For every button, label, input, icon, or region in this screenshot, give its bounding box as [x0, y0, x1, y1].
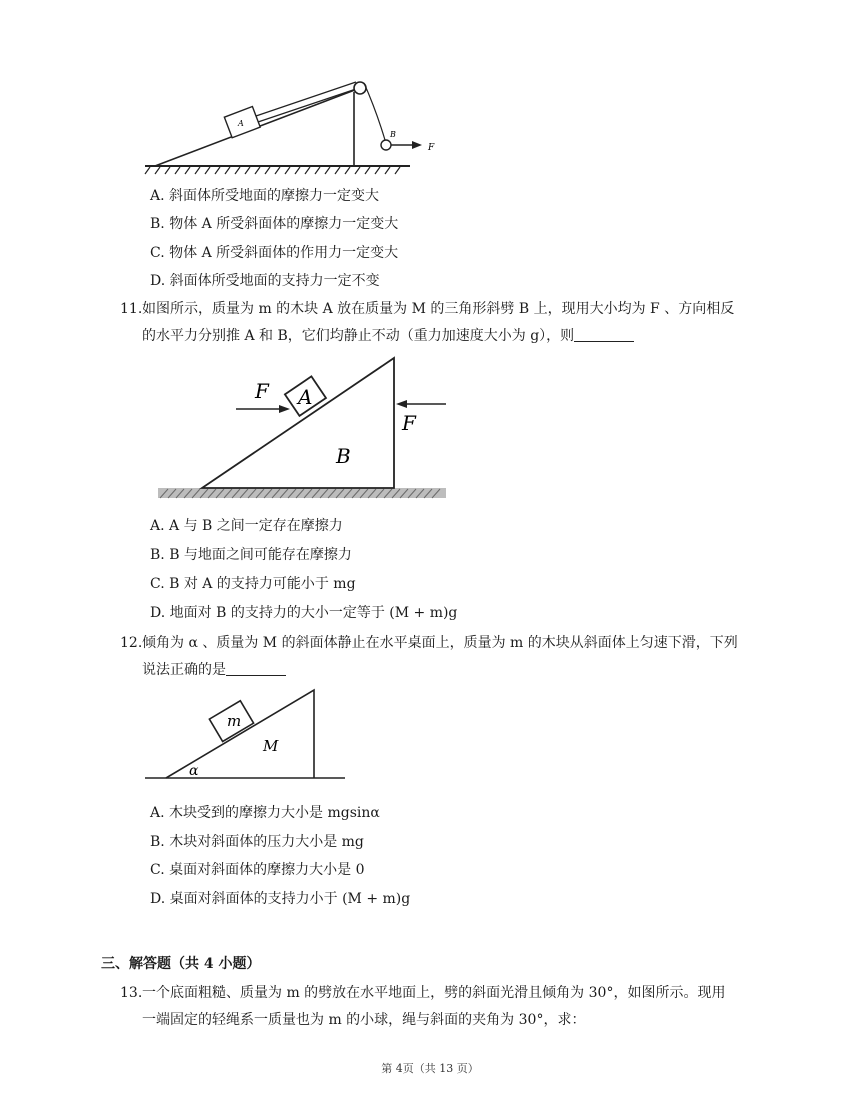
fig11-label-wedge: B [336, 444, 351, 468]
page-footer: 第 4页（共 13 页） [381, 1062, 479, 1075]
q10-option-b: B. 物体 A 所受斜面体的摩擦力一定变大 [150, 216, 399, 232]
question-number: 12. [120, 635, 143, 651]
question-11-line1: 如图所示，质量为 m 的木块 A 放在质量为 M 的三角形斜劈 B 上，现用大小均为 F 、方向相反 [142, 301, 735, 317]
q11-option-c: C. B 对 A 的支持力可能小于 mg [150, 576, 356, 592]
fig11-label-block: A [298, 385, 313, 409]
fig12-label-angle: α [189, 763, 199, 779]
q10-option-c: C. 物体 A 所受斜面体的作用力一定变大 [150, 245, 399, 261]
question-12-line1: 倾角为 α 、质量为 M 的斜面体静止在水平桌面上，质量为 m 的木块从斜面体上匀速下滑，下列 [142, 635, 738, 651]
fig11-label-force-left: F [255, 379, 269, 403]
fig10-label-ball: B [390, 130, 396, 139]
section-heading: 三、解答题（共 4 小题） [101, 956, 261, 972]
fig12-label-wedge: M [263, 737, 279, 755]
q12-option-d: D. 桌面对斜面体的支持力小于 (M + m)g [150, 891, 411, 907]
question-11-line2: 的水平力分别推 A 和 B，它们均静止不动（重力加速度大小为 g），则 [142, 328, 575, 344]
q12-option-c: C. 桌面对斜面体的摩擦力大小是 0 [150, 862, 365, 878]
q10-option-d: D. 斜面体所受地面的支持力一定不变 [150, 273, 380, 289]
q10-option-a: A. 斜面体所受地面的摩擦力一定变大 [150, 188, 380, 204]
q11-option-d: D. 地面对 B 的支持力的大小一定等于 (M + m)g [150, 605, 458, 621]
q11-option-b: B. B 与地面之间可能存在摩擦力 [150, 547, 352, 563]
question-number: 11. [120, 301, 143, 317]
fig10-label-block: A [238, 119, 244, 128]
fig10-label-force: F [428, 143, 435, 153]
q11-option-a: A. A 与 B 之间一定存在摩擦力 [150, 518, 343, 534]
question-13 [120, 980, 780, 1034]
question-number: 13. [120, 985, 143, 1001]
fig11-label-force-right: F [402, 411, 416, 435]
question-13-line1: 一个底面粗糙、质量为 m 的劈放在水平地面上，劈的斜面光滑且倾角为 30°，如图所示。现用 [142, 985, 726, 1001]
q12-option-a: A. 木块受到的摩擦力大小是 mgsinα [150, 805, 380, 821]
question-12-line2: 说法正确的是 [142, 662, 226, 678]
q12-option-b: B. 木块对斜面体的压力大小是 mg [150, 834, 364, 850]
question-13-line2: 一端固定的轻绳系一质量也为 m 的小球，绳与斜面的夹角为 30°，求： [142, 1012, 586, 1028]
fig12-label-block: m [227, 712, 242, 730]
